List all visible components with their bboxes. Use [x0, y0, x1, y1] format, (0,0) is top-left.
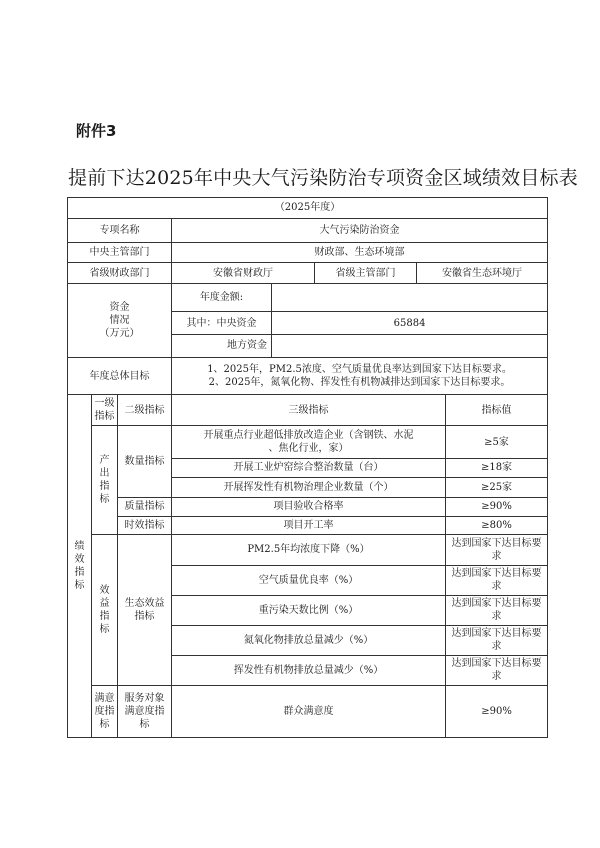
- provincial-finance-value: 安徽省财政厅: [172, 263, 315, 284]
- level1-header: [92, 395, 118, 426]
- quantity-indicator-label: 数量指标: [118, 426, 172, 498]
- indicator-value: 达到国家下达目标要求: [446, 595, 548, 625]
- indicator-value: ≥90%: [446, 685, 548, 737]
- overall-goal-text: [172, 357, 548, 394]
- local-funds-value: [272, 335, 548, 358]
- vertical-char: 标: [99, 624, 110, 636]
- indicator-name: 开展工业炉窑综合整治数量（台）: [172, 458, 446, 478]
- indicator-value: ≥90%: [446, 498, 548, 517]
- indicator-name: [172, 426, 446, 458]
- central-dept-label: 中央主管部门: [68, 242, 172, 263]
- project-name-value: 大气污染防治资金: [172, 218, 548, 242]
- indicator-name-line: 、焦化行业，家）: [268, 443, 349, 454]
- annual-amount-label: 年度金额:: [172, 284, 272, 312]
- funds-label-line: （万元）: [99, 328, 140, 340]
- indicator-value: 达到国家下达目标要求: [446, 535, 548, 565]
- indicator-value: ≥5家: [446, 426, 548, 458]
- vertical-char: 效: [99, 585, 110, 597]
- performance-target-table: [67, 197, 548, 738]
- vertical-char: 指: [99, 481, 110, 493]
- provincial-dept-label: 省级主管部门: [315, 263, 417, 284]
- vertical-char: 出: [99, 468, 110, 480]
- central-funds-label: 其中：中央资金: [172, 312, 272, 335]
- timeliness-indicator-label: 时效指标: [118, 516, 172, 535]
- level3-header: 三级指标: [172, 395, 446, 426]
- level2-header: 二级指标: [118, 395, 172, 426]
- vertical-char: 绩: [74, 541, 85, 553]
- funds-label: [68, 284, 172, 358]
- central-funds-value: 65884: [272, 312, 548, 335]
- year-cell: （2025年度）: [68, 198, 548, 219]
- header-line: 指标: [94, 411, 115, 423]
- indicator-name: 重污染天数比例（%）: [172, 595, 446, 625]
- satisfaction-indicators-label: [92, 685, 118, 737]
- overall-goal-line: 1、2025年，PM2.5浓度、空气质量优良率达到国家下达目标要求。: [207, 364, 512, 376]
- indicator-value: 达到国家下达目标要求: [446, 625, 548, 655]
- header-line: 一级: [94, 398, 115, 410]
- vertical-char: 度指: [94, 705, 115, 717]
- overall-goal-line: 2、2025年，氮氧化物、挥发性有机物减排达到国家下达目标要求。: [208, 377, 511, 389]
- indicator-value: 达到国家下达目标要求: [446, 655, 548, 685]
- local-funds-label: 地方资金: [172, 335, 272, 358]
- indicator-name: 氮氧化物排放总量减少（%）: [172, 625, 446, 655]
- overall-goal-label: 年度总体目标: [68, 357, 172, 394]
- vertical-char: 指: [74, 567, 85, 579]
- indicator-value: ≥25家: [446, 478, 548, 498]
- indicator-name: 项目开工率: [172, 516, 446, 535]
- indicator-name: 项目验收合格率: [172, 498, 446, 517]
- project-name-label: 专项名称: [68, 218, 172, 242]
- service-satisfaction-label: [118, 685, 172, 737]
- indicator-name: 挥发性有机物排放总量减少（%）: [172, 655, 446, 685]
- annual-amount-value: [272, 284, 548, 312]
- document-title: 提前下达2025年中央大气污染防治专项资金区域绩效目标表: [68, 167, 578, 189]
- indicator-value: 达到国家下达目标要求: [446, 565, 548, 595]
- service-label-line: 标: [139, 718, 150, 730]
- indicator-value: ≥18家: [446, 458, 548, 478]
- funds-label-line: 资金: [109, 302, 130, 314]
- vertical-char: 效: [74, 554, 85, 566]
- vertical-char: 产: [99, 455, 110, 467]
- indicator-name: 群众满意度: [172, 685, 446, 737]
- quality-indicator-label: 质量指标: [118, 498, 172, 517]
- vertical-char: 满意: [94, 692, 115, 704]
- provincial-finance-label: 省级财政部门: [68, 263, 172, 284]
- eco-benefit-label: [118, 535, 172, 686]
- indicator-name: 开展挥发性有机物治理企业数量（个）: [172, 478, 446, 498]
- indicator-name-line: 开展重点行业超低排放改造企业（含钢铁、水泥: [203, 430, 414, 441]
- eco-label-line: 生态效益: [124, 598, 165, 610]
- central-dept-value: 财政部、生态环境部: [172, 242, 548, 263]
- vertical-char: 益: [99, 598, 110, 610]
- vertical-char: 标: [99, 494, 110, 506]
- service-label-line: 服务对象: [124, 692, 165, 704]
- performance-indicators-label: [68, 395, 92, 738]
- output-indicators-label: [92, 426, 118, 535]
- attachment-label: 附件3: [76, 122, 117, 140]
- indicator-name: 空气质量优良率（%）: [172, 565, 446, 595]
- eco-label-line: 指标: [134, 611, 155, 623]
- value-header: 指标值: [446, 395, 548, 426]
- vertical-char: 标: [99, 718, 110, 730]
- indicator-value: ≥80%: [446, 516, 548, 535]
- vertical-char: 标: [74, 580, 85, 592]
- indicator-name: PM2.5年均浓度下降（%）: [172, 535, 446, 565]
- vertical-char: 指: [99, 611, 110, 623]
- provincial-dept-value: 安徽省生态环境厅: [417, 263, 548, 284]
- benefit-indicators-label: [92, 535, 118, 686]
- service-label-line: 满意度指: [124, 705, 165, 717]
- funds-label-line: 情况: [109, 315, 130, 327]
